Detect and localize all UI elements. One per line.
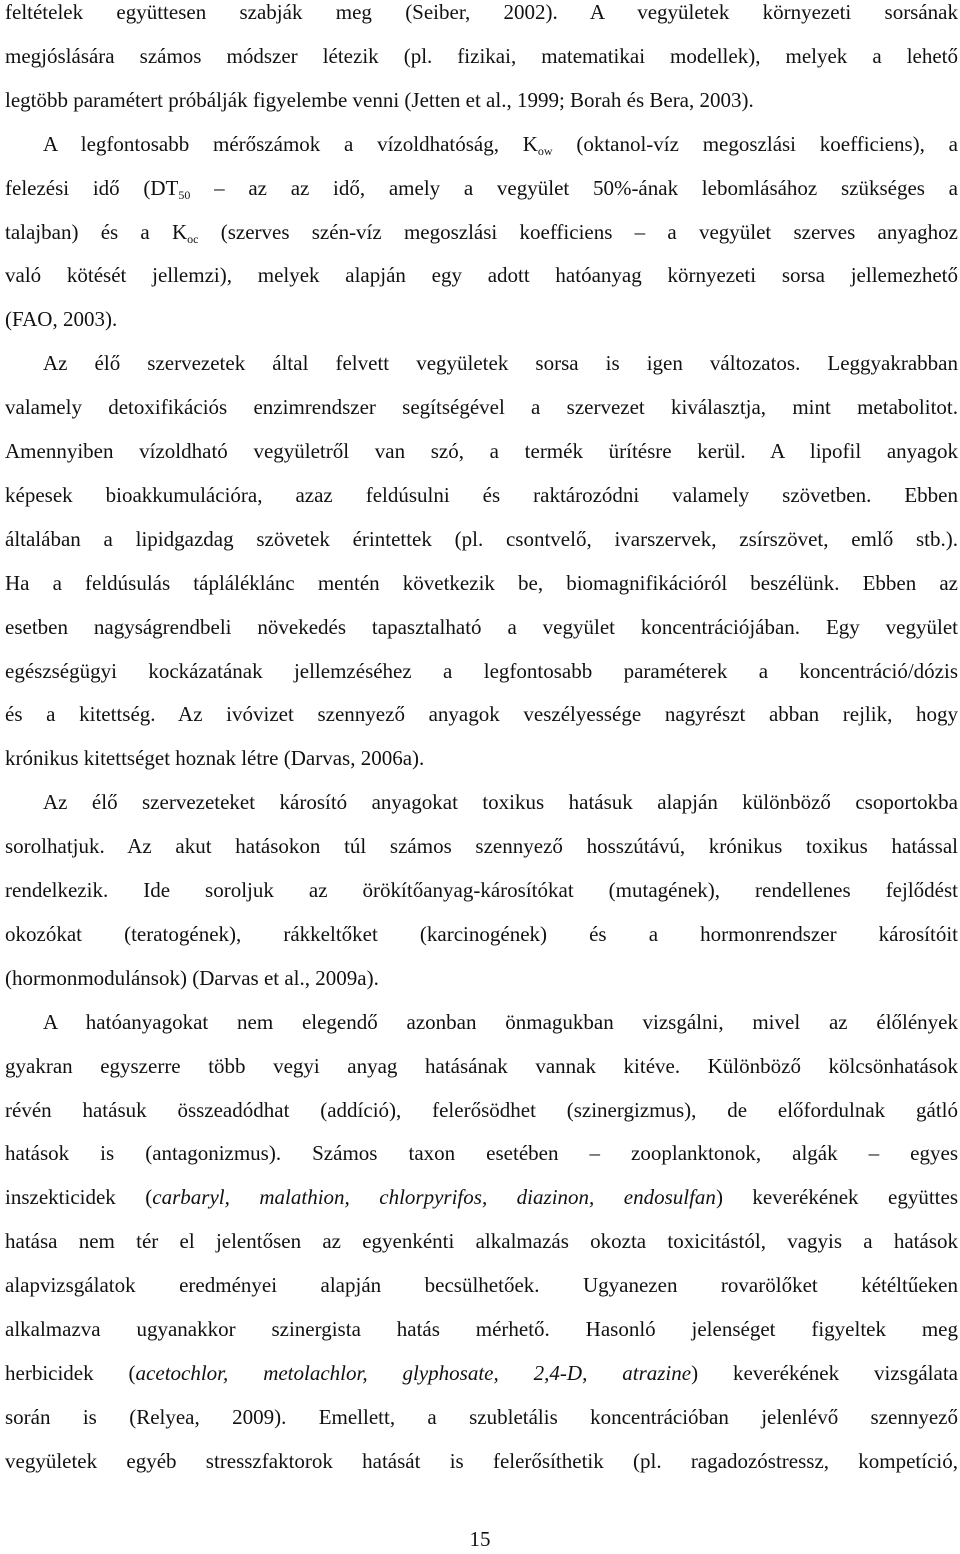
subscript-ow: ow (537, 143, 553, 158)
italic-compound-list: carbaryl, malathion, chlorpyrifos, diazinon, endosulfan (152, 1185, 716, 1210)
text-line: rendelkezik. Ide soroljuk az örökítőanyag-károsítókat (mutagének), rendellenes fejlődést (5, 878, 958, 902)
text-line: alapvizsgálatok eredményei alapján becsülhetőek. Ugyanezen rovarölőket kétéltűeken (5, 1273, 958, 1298)
text-line: feltételek együttesen szabják meg (Seiber, 2002). A vegyületek környezeti sorsának (5, 0, 958, 24)
text-line: során is (Relyea, 2009). Emellett, a szubletális koncentrációban jelenlévő szennyező (5, 1404, 958, 1429)
text-fragment: A legfontosabb mérőszámok a vízoldhatóság, K (43, 131, 538, 156)
subscript-oc: oc (187, 231, 199, 246)
subscript-50: 50 (178, 187, 191, 202)
text-line: okozókat (teratogének), rákkeltőket (karcinogének) és a hormonrendszer károsítóit (5, 921, 958, 946)
page-number: 15 (469, 1527, 491, 1551)
text-line: általában a lipidgazdag szövetek érintettek (pl. csontvelő, ivarszervek, zsírszövet, emlő stb.). (5, 526, 958, 551)
text-line: Az élő szervezetek által felvett vegyületek sorsa is igen változatos. Leggyakrabban (43, 351, 958, 376)
text-line: Amennyiben vízoldható vegyületről van szó, a termék ürítésre kerül. A lipofil anyagok (5, 439, 958, 463)
text-line: hatása nem tér el jelentősen az egyenkénti alkalmazás okozta toxicitástól, vagyis a hatások (5, 1229, 958, 1254)
text-line: (hormonmodulánsok) (Darvas et al., 2009a). (5, 965, 379, 990)
text-fragment: talajban) és a K (5, 219, 188, 244)
text-line: esetben nagyságrendbeli növekedés tapasztalható a vegyület koncentrációjában. Egy vegyület (5, 614, 958, 639)
text-line-insecticides (5, 1182, 958, 1212)
text-fragment: felezési idő (DT (5, 175, 179, 200)
text-fragment: ) keverékének vizsgálata (691, 1360, 958, 1385)
text-line: legtöbb paramétert próbálják figyelembe venni (Jetten et al., 1999; Borah és Bera, 2003). (5, 87, 754, 112)
text-line: és a kitettség. Az ivóvizet szennyező anyagok veszélyessége nagyrészt abban rejlik, hogy (5, 702, 958, 727)
text-line: révén hatásuk összeadódhat (addíció), felerősödhet (szinergizmus), de előfordulnak gátló (5, 1097, 958, 1122)
text-fragment: (oktanol-víz megoszlási koefficiens), a (552, 131, 958, 156)
text-fragment: inszekticidek ( (5, 1185, 153, 1210)
text-line: Az élő szervezeteket károsító anyagokat toxikus hatásuk alapján különböző csoportokba (43, 790, 958, 815)
italic-compound-list: acetochlor, metolachlor, glyphosate, 2,4-D, atrazine (135, 1360, 692, 1385)
text-line: vegyületek egyéb stresszfaktorok hatását is felerősíthetik (pl. ragadozóstressz, kompetíció, (5, 1448, 958, 1473)
text-line: alkalmazva ugyanakkor szinergista hatás mérhető. Hasonló jelenséget figyeltek meg (5, 1317, 958, 1341)
text-line: valamely detoxifikációs enzimrendszer segítségével a szervezet kiválasztja, mint metabolitot. (5, 395, 958, 420)
text-line-dt50 (5, 173, 958, 203)
text-line: Ha a feldúsulás tápláléklánc mentén következik be, biomagnifikációról beszélünk. Ebben az (5, 570, 958, 595)
text-line: való kötését jellemzi), melyek alapján egy adott hatóanyag környezeti sorsa jellemezhető (5, 263, 958, 288)
text-line: gyakran egyszerre több vegyi anyag hatásának vannak kitéve. Különböző kölcsönhatások (5, 1053, 958, 1078)
text-line: hatások is (antagonizmus). Számos taxon esetében – zooplanktonok, algák – egyes (5, 1141, 958, 1166)
text-line-kow (5, 129, 958, 159)
text-fragment: – az az idő, amely a vegyület 50%-ának lebomlásához szükséges a (190, 175, 958, 200)
text-line: egészségügyi kockázatának jellemzéséhez a legfontosabb paraméterek a koncentráció/dózis (5, 658, 958, 683)
text-line: krónikus kitettséget hoznak létre (Darvas, 2006a). (5, 746, 425, 771)
text-line-koc (5, 217, 958, 247)
text-line: A hatóanyagokat nem elegendő azonban önmagukban vizsgálni, mivel az élőlények (43, 1009, 958, 1034)
text-line: megjóslására számos módszer létezik (pl. fizikai, matematikai modellek), melyek a lehető (5, 43, 958, 68)
text-line: (FAO, 2003). (5, 307, 118, 332)
text-fragment: herbicidek ( (5, 1360, 136, 1385)
text-line: képesek bioakkumulációra, azaz feldúsulni és raktározódni valamely szövetben. Ebben (5, 482, 958, 507)
text-line-herbicides (5, 1358, 958, 1388)
text-fragment: ) keverékének együttes (715, 1185, 959, 1210)
text-fragment: (szerves szén-víz megoszlási koefficiens – a vegyület szerves anyaghoz (198, 219, 958, 244)
text-line: sorolhatjuk. Az akut hatásokon túl számos szennyező hosszútávú, krónikus toxikus hatással (5, 834, 958, 859)
